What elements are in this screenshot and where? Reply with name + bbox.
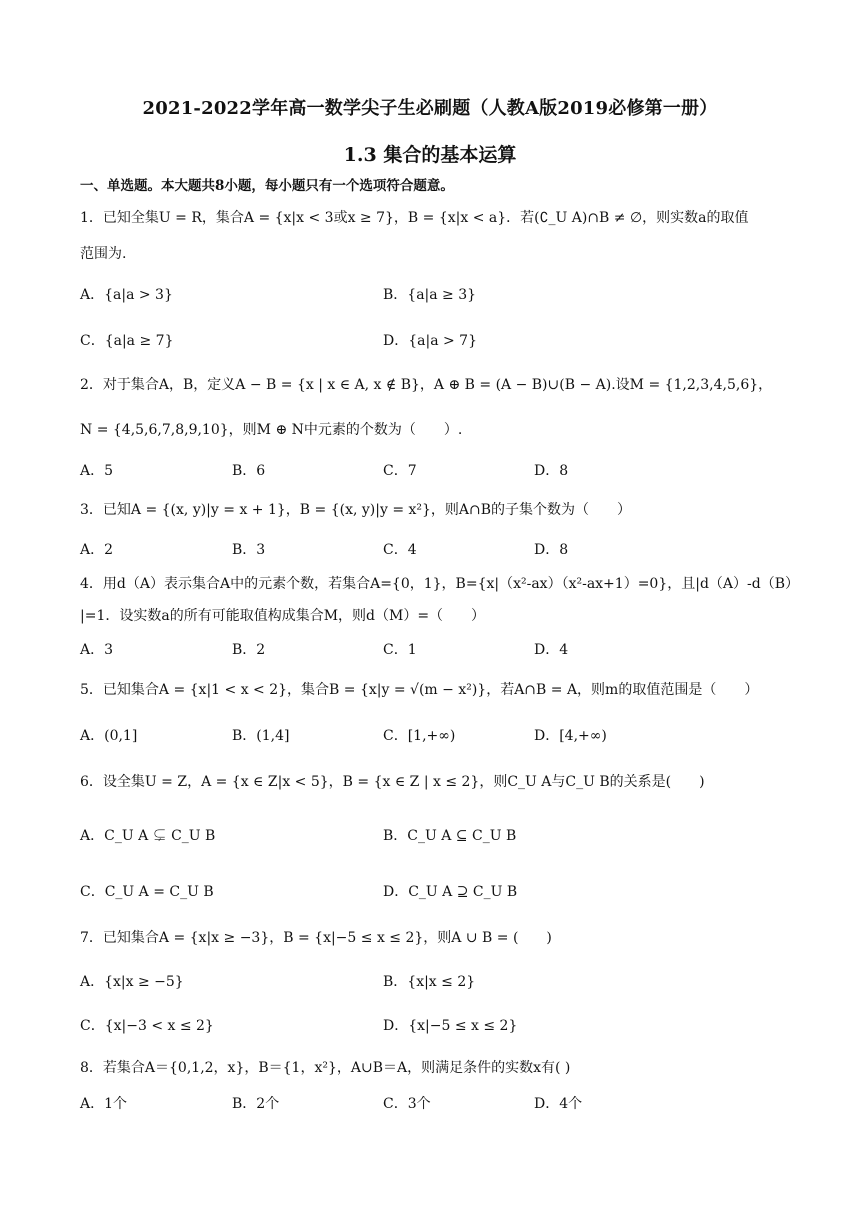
question-8-option-a: A．1个 bbox=[80, 1096, 128, 1112]
question-4-line-2: |=1．设实数a的所有可能取值构成集合M，则d（M）=（ ） bbox=[80, 608, 486, 624]
question-4-option-b: B．2 bbox=[232, 642, 266, 658]
question-6-option-d: D．C_U A ⊇ C_U B bbox=[383, 884, 518, 900]
question-8-option-b: B．2个 bbox=[232, 1096, 280, 1112]
question-4-option-c: C．1 bbox=[383, 642, 417, 658]
question-7-option-b: B．{x|x ≤ 2} bbox=[383, 974, 476, 990]
question-2-line-1: 2．对于集合A，B，定义A − B = {x | x ∈ A, x ∉ B}，A ⊕ B = (A − B)∪(B − A).设M = {1,2,3,4,5,6}， bbox=[80, 377, 773, 393]
question-1-line-1: 1．已知全集U = R，集合A = {x|x < 3或x ≥ 7}，B = {x|x < a}．若(∁_U A)∩B ≠ ∅，则实数a的取值 bbox=[80, 210, 749, 226]
document-title: 2021-2022学年高一数学尖子生必刷题（人教A版2019必修第一册） bbox=[142, 98, 718, 119]
question-3-option-a: A．2 bbox=[80, 542, 114, 558]
question-6-option-c: C．C_U A = C_U B bbox=[80, 884, 214, 900]
question-8-line-1: 8．若集合A＝{0,1,2，x}，B＝{1，x²}，A∪B＝A，则满足条件的实数x有( ) bbox=[80, 1060, 571, 1076]
lesson-title: 1.3 集合的基本运算 bbox=[343, 144, 517, 166]
question-2-option-d: D．8 bbox=[534, 463, 569, 479]
question-6-line-1: 6．设全集U = Z，A = {x ∈ Z|x < 5}，B = {x ∈ Z | x ≤ 2}，则C_U A与C_U B的关系是( ) bbox=[80, 774, 705, 790]
question-6-option-b: B．C_U A ⊆ C_U B bbox=[383, 828, 517, 844]
question-1-option-b: B．{a|a ≥ 3} bbox=[383, 287, 477, 303]
question-6-option-a: A．C_U A ⊊ C_U B bbox=[80, 828, 216, 844]
question-1-option-c: C．{a|a ≥ 7} bbox=[80, 333, 174, 349]
question-7-option-d: D．{x|−5 ≤ x ≤ 2} bbox=[383, 1018, 518, 1034]
question-4-option-d: D．4 bbox=[534, 642, 569, 658]
question-1-option-a: A．{a|a > 3} bbox=[80, 287, 173, 303]
question-2-option-b: B．6 bbox=[232, 463, 266, 479]
question-7-option-a: A．{x|x ≥ −5} bbox=[80, 974, 184, 990]
question-2-option-a: A．5 bbox=[80, 463, 114, 479]
question-5-line-1: 5．已知集合A = {x|1 < x < 2}，集合B = {x|y = √(m − x²)}，若A∩B = A，则m的取值范围是（ ） bbox=[80, 682, 759, 698]
question-1-option-d: D．{a|a > 7} bbox=[383, 333, 477, 349]
question-3-line-1: 3．已知A = {(x, y)|y = x + 1}，B = {(x, y)|y = x²}，则A∩B的子集个数为（ ） bbox=[80, 502, 632, 518]
question-5-option-c: C．[1,+∞) bbox=[383, 728, 456, 744]
question-5-option-a: A．(0,1] bbox=[80, 728, 138, 744]
question-8-option-d: D．4个 bbox=[534, 1096, 583, 1112]
question-3-option-d: D．8 bbox=[534, 542, 569, 558]
question-3-option-b: B．3 bbox=[232, 542, 266, 558]
question-2-line-2: N = {4,5,6,7,8,9,10}，则M ⊕ N中元素的个数为（ ）. bbox=[80, 422, 463, 438]
question-7-option-c: C．{x|−3 < x ≤ 2} bbox=[80, 1018, 214, 1034]
question-5-option-d: D．[4,+∞) bbox=[534, 728, 607, 744]
question-8-option-c: C．3个 bbox=[383, 1096, 431, 1112]
question-4-option-a: A．3 bbox=[80, 642, 114, 658]
question-5-option-b: B．(1,4] bbox=[232, 728, 290, 744]
question-7-line-1: 7．已知集合A = {x|x ≥ −3}，B = {x|−5 ≤ x ≤ 2}，则A ∪ B = ( ) bbox=[80, 930, 552, 946]
question-4-line-1: 4．用d（A）表示集合A中的元素个数，若集合A={0，1}，B={x|（x²-ax）（x²-ax+1）=0}，且|d（A）-d（B） bbox=[80, 576, 800, 592]
question-2-option-c: C．7 bbox=[383, 463, 417, 479]
section-heading: 一、单选题。本大题共8小题，每小题只有一个选项符合题意。 bbox=[80, 178, 454, 194]
question-3-option-c: C．4 bbox=[383, 542, 417, 558]
question-1-line-2: 范围为. bbox=[80, 246, 127, 262]
